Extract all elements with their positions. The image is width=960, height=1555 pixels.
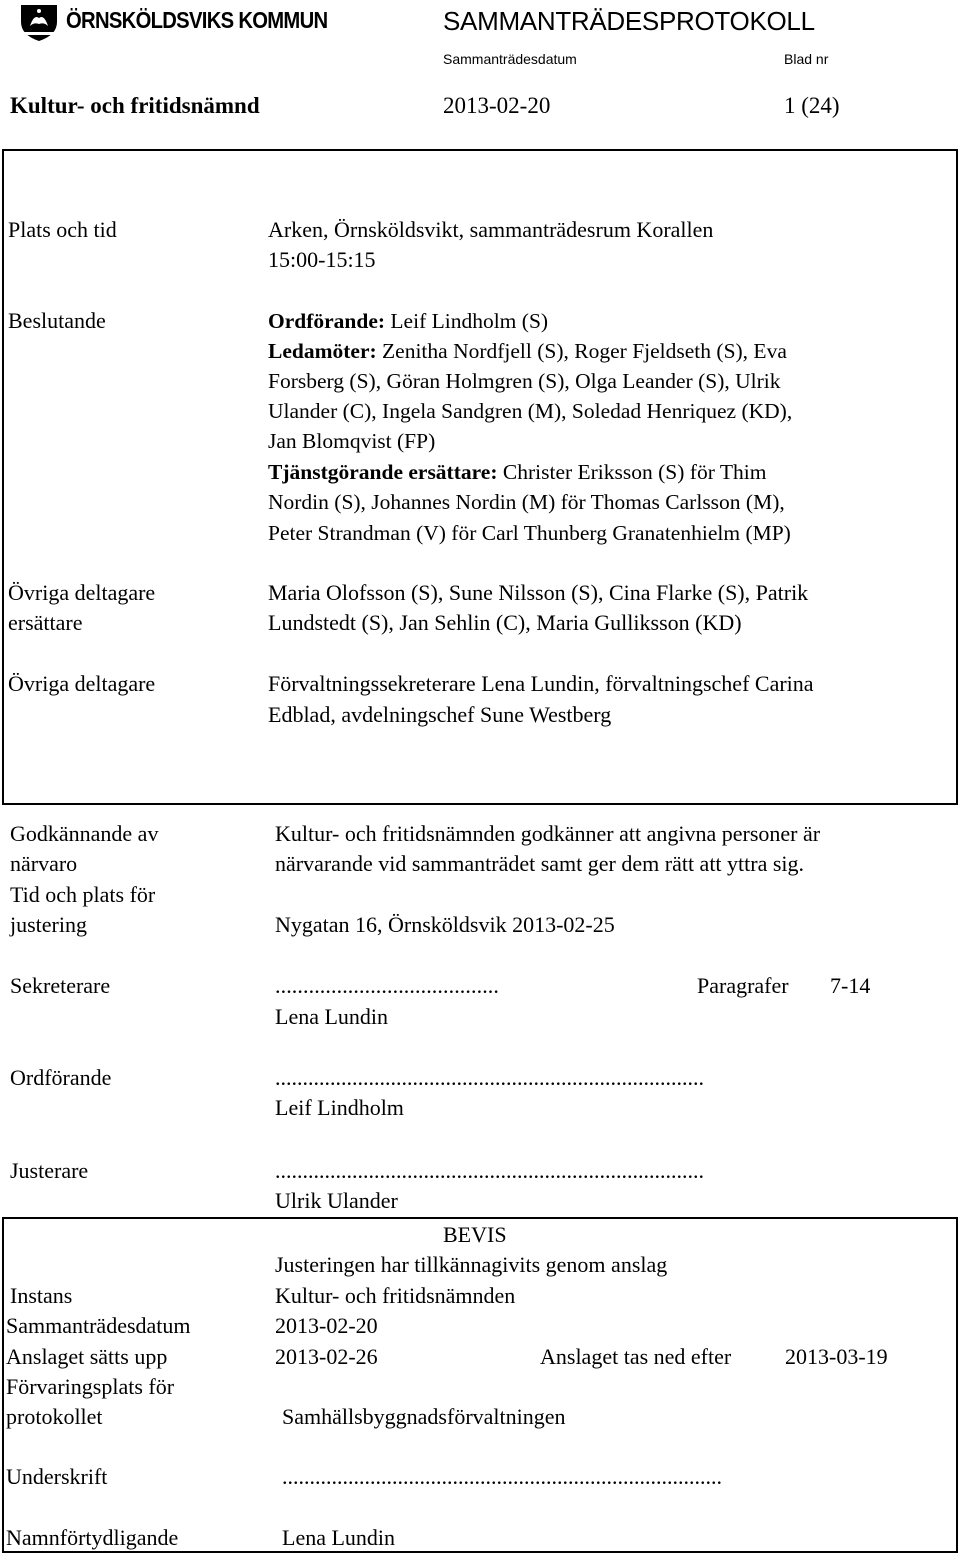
certificate-title: BEVIS (443, 1222, 507, 1247)
chair-sign-label: Ordförande (10, 1065, 112, 1090)
place-line-1: Arken, Örnsköldsvikt, sammanträdesrum Korallen (268, 217, 714, 242)
date-caption: Sammanträdesdatum (443, 51, 577, 67)
secretary-signature-line: ........................................ (275, 973, 499, 998)
instance-label: Instans (10, 1283, 73, 1308)
coat-of-arms-icon (18, 2, 60, 42)
other-substitutes-line-1: Maria Olofsson (S), Sune Nilsson (S), Cina Flarke (S), Patrik (268, 580, 809, 605)
certificate-subtitle: Justeringen har tillkännagivits genom anslag (275, 1252, 668, 1277)
meeting-date: 2013-02-20 (443, 93, 551, 118)
deputies-prefix: Tjänstgörande ersättare: (268, 460, 498, 484)
municipality-logo (18, 2, 60, 42)
members-line-3: Ulander (C), Ingela Sandgren (M), Soledad Henriquez (KD), (268, 399, 793, 423)
chair-sign-name: Leif Lindholm (275, 1095, 404, 1120)
document-title: SAMMANTRÄDESPROTOKOLL (443, 6, 815, 36)
page-caption: Blad nr (784, 51, 829, 67)
place-line-2: 15:00-15:15 (268, 247, 376, 272)
deputies-line-3: Peter Strandman (V) för Carl Thunberg Granatenhielm (MP) (268, 521, 791, 545)
cert-date-label: Sammanträdesdatum (6, 1313, 191, 1338)
adjustment-text: Nygatan 16, Örnsköldsvik 2013-02-25 (275, 912, 615, 937)
clarification-label: Namnförtydligande (6, 1525, 179, 1550)
adjuster-signature-line: .............................................................................. (275, 1158, 704, 1183)
storage-label-2: protokollet (6, 1404, 103, 1429)
paragraphs-label: Paragrafer (697, 973, 789, 998)
storage-label-1: Förvaringsplats för (6, 1374, 175, 1399)
chair-line (268, 306, 548, 336)
posted-label: Anslaget sätts upp (6, 1344, 168, 1369)
adjuster-label: Justerare (10, 1158, 89, 1183)
other-participants-line-1: Förvaltningssekreterare Lena Lundin, förvaltningschef Carina (268, 671, 814, 696)
other-participants-label: Övriga deltagare (8, 671, 156, 696)
signature-label: Underskrift (6, 1464, 108, 1489)
adjuster-name: Ulrik Ulander (275, 1188, 398, 1213)
other-substitutes-label-1: Övriga deltagare (8, 580, 156, 605)
members-prefix: Ledamöter: (268, 339, 377, 363)
secretary-label: Sekreterare (10, 973, 111, 998)
chair-signature-line: .............................................................................. (275, 1065, 704, 1090)
cert-date-value: 2013-02-20 (275, 1313, 378, 1338)
approval-label-2: närvaro (10, 851, 78, 876)
approval-text-2: närvarande vid sammanträdet samt ger dem rätt att yttra sig. (275, 851, 805, 876)
adjustment-label-1: Tid och plats för (10, 882, 156, 907)
org-name: ÖRNSKÖLDSVIKS KOMMUN (66, 7, 328, 33)
deciding-label: Beslutande (8, 308, 106, 333)
posted-value: 2013-02-26 (275, 1344, 378, 1369)
committee-name: Kultur- och fritidsnämnd (10, 93, 260, 118)
other-substitutes-line-2: Lundstedt (S), Jan Sehlin (C), Maria Gulliksson (KD) (268, 610, 742, 635)
other-participants-line-2: Edblad, avdelningschef Sune Westberg (268, 702, 612, 727)
secretary-name: Lena Lundin (275, 1004, 389, 1029)
cert-signature-line: ................................................................................ (282, 1464, 722, 1489)
approval-text-1: Kultur- och fritidsnämnden godkänner att angivna personer är (275, 821, 821, 846)
members-line-2: Forsberg (S), Göran Holmgren (S), Olga Leander (S), Ulrik (268, 369, 781, 393)
deputies-text: Christer Eriksson (S) för Thim (497, 460, 767, 484)
approval-label-1: Godkännande av (10, 821, 159, 846)
deputies-line-1 (268, 457, 766, 487)
instance-value: Kultur- och fritidsnämnden (275, 1283, 516, 1308)
paragraphs-value: 7-14 (830, 973, 871, 998)
clarification-value: Lena Lundin (282, 1525, 396, 1550)
removed-value: 2013-03-19 (785, 1344, 888, 1369)
place-time-label: Plats och tid (8, 217, 117, 242)
adjustment-label-2: justering (10, 912, 87, 937)
chair-prefix: Ordförande: (268, 309, 386, 333)
members-text: Zenitha Nordfjell (S), Roger Fjeldseth (S), Eva (376, 339, 787, 363)
chair-name: Leif Lindholm (S) (385, 309, 549, 333)
members-line-1 (268, 336, 787, 366)
storage-value: Samhällsbyggnadsförvaltningen (282, 1404, 566, 1429)
page-number: 1 (24) (784, 93, 840, 118)
other-substitutes-label-2: ersättare (8, 610, 83, 635)
removed-label: Anslaget tas ned efter (540, 1344, 732, 1369)
deputies-line-2: Nordin (S), Johannes Nordin (M) för Thomas Carlsson (M), (268, 490, 785, 514)
members-line-4: Jan Blomqvist (FP) (268, 429, 436, 453)
